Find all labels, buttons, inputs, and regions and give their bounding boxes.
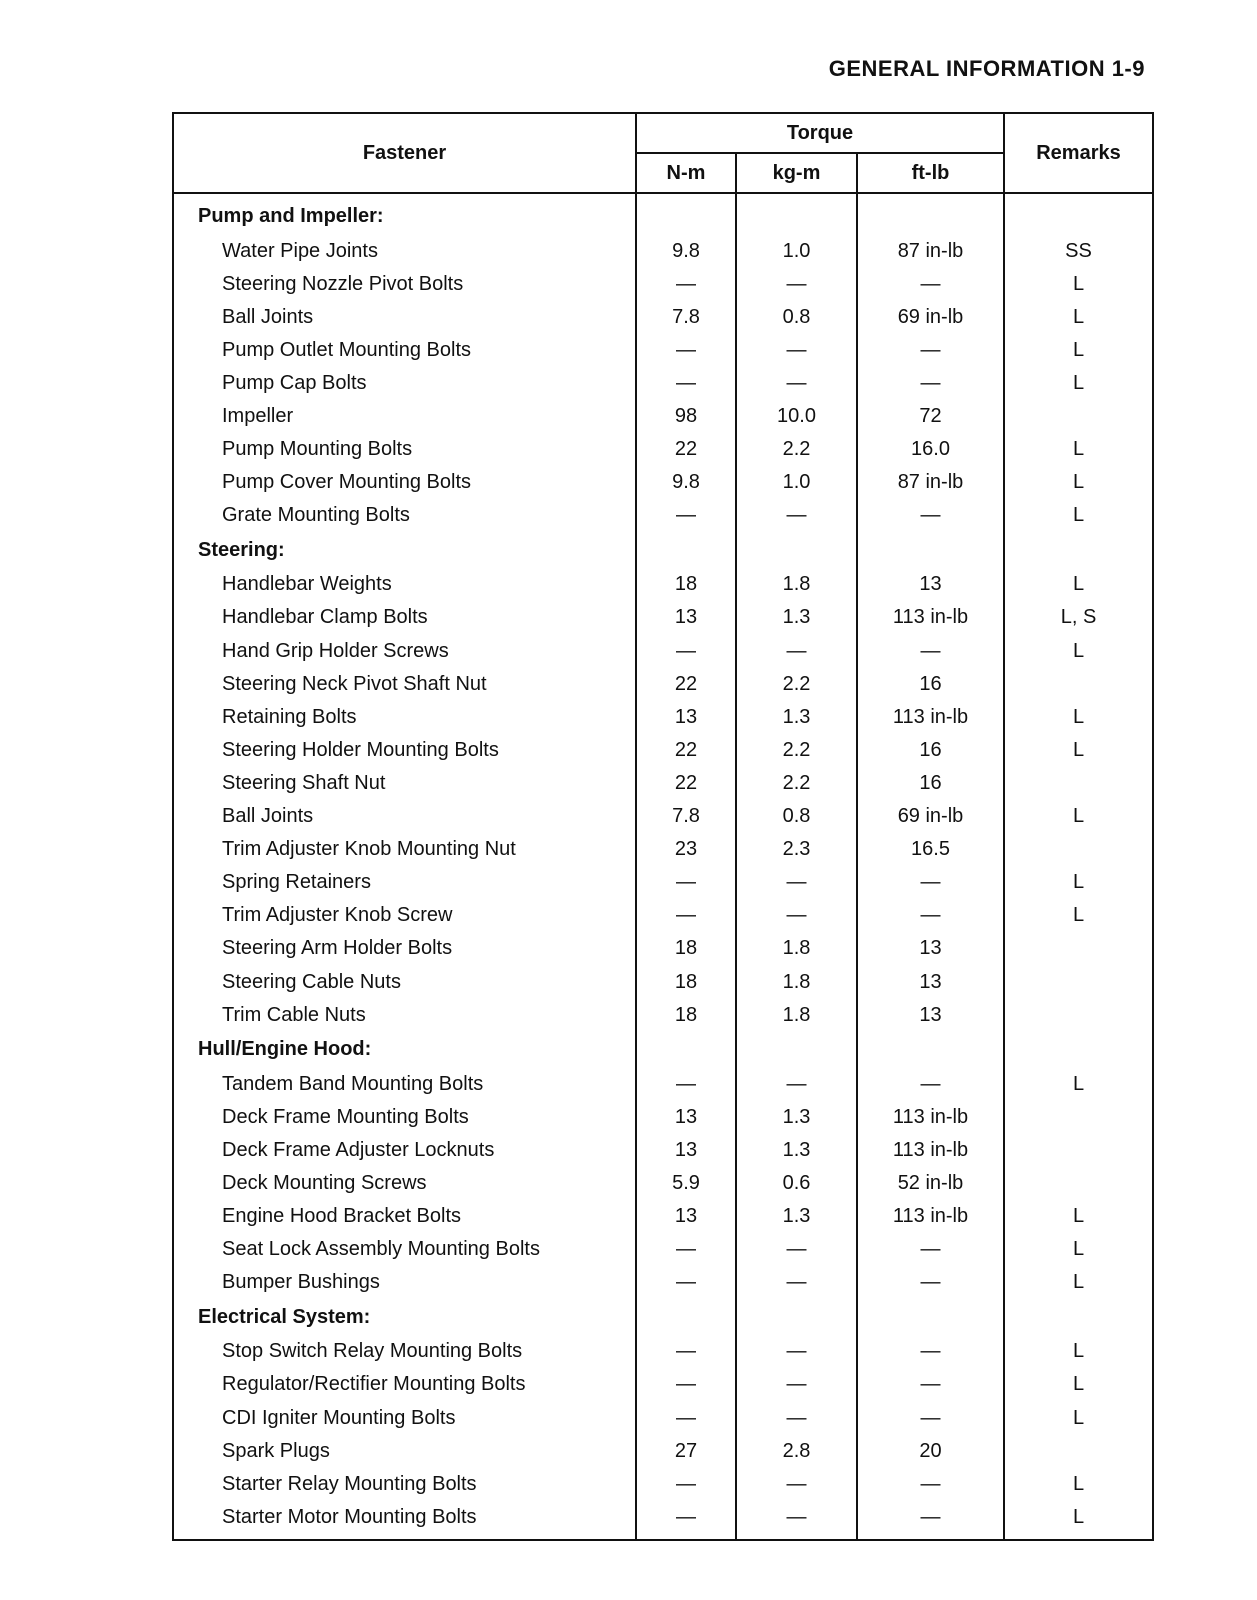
value-nm: 13 bbox=[636, 1200, 736, 1233]
value-kgm: 1.0 bbox=[736, 466, 857, 499]
value-ftlb: — bbox=[857, 1233, 1004, 1266]
empty-cell bbox=[736, 532, 857, 568]
value-nm: 13 bbox=[636, 1100, 736, 1133]
fastener-name: Steering Cable Nuts bbox=[173, 965, 636, 998]
value-nm: — bbox=[636, 1401, 736, 1434]
table-row bbox=[173, 1335, 1153, 1368]
fastener-name: Engine Hood Bracket Bolts bbox=[173, 1200, 636, 1233]
fastener-name: Deck Mounting Screws bbox=[173, 1166, 636, 1199]
value-kgm: 2.3 bbox=[736, 833, 857, 866]
value-remarks bbox=[1004, 932, 1153, 965]
table-row bbox=[173, 700, 1153, 733]
value-ftlb: 13 bbox=[857, 998, 1004, 1031]
value-remarks: L bbox=[1004, 1401, 1153, 1434]
value-remarks: L bbox=[1004, 366, 1153, 399]
value-remarks: L bbox=[1004, 1200, 1153, 1233]
value-ftlb: 20 bbox=[857, 1434, 1004, 1467]
value-ftlb: 52 in-lb bbox=[857, 1166, 1004, 1199]
value-remarks: L bbox=[1004, 1266, 1153, 1299]
fastener-name: Steering Holder Mounting Bolts bbox=[173, 733, 636, 766]
section-row bbox=[173, 193, 1153, 234]
value-ftlb: — bbox=[857, 1401, 1004, 1434]
value-ftlb: — bbox=[857, 1368, 1004, 1401]
value-kgm: — bbox=[736, 366, 857, 399]
value-remarks: L bbox=[1004, 300, 1153, 333]
section-row bbox=[173, 1299, 1153, 1335]
section-row bbox=[173, 1031, 1153, 1067]
table-row bbox=[173, 1233, 1153, 1266]
table-row bbox=[173, 1467, 1153, 1500]
value-kgm: — bbox=[736, 899, 857, 932]
value-nm: — bbox=[636, 1368, 736, 1401]
value-nm: 22 bbox=[636, 766, 736, 799]
section-title: Hull/Engine Hood: bbox=[173, 1031, 636, 1067]
value-nm: — bbox=[636, 866, 736, 899]
fastener-name: Ball Joints bbox=[173, 300, 636, 333]
value-kgm: — bbox=[736, 1233, 857, 1266]
value-kgm: — bbox=[736, 499, 857, 532]
value-ftlb: 113 in-lb bbox=[857, 1133, 1004, 1166]
fastener-name: Spring Retainers bbox=[173, 866, 636, 899]
empty-cell bbox=[736, 1299, 857, 1335]
value-nm: 98 bbox=[636, 399, 736, 432]
fastener-name: Trim Adjuster Knob Screw bbox=[173, 899, 636, 932]
fastener-name: Trim Cable Nuts bbox=[173, 998, 636, 1031]
value-remarks bbox=[1004, 1434, 1153, 1467]
fastener-name: Starter Relay Mounting Bolts bbox=[173, 1467, 636, 1500]
value-remarks bbox=[1004, 667, 1153, 700]
fastener-name: CDI Igniter Mounting Bolts bbox=[173, 1401, 636, 1434]
value-remarks: L bbox=[1004, 568, 1153, 601]
value-remarks: L bbox=[1004, 800, 1153, 833]
value-nm: 18 bbox=[636, 932, 736, 965]
fastener-name: Bumper Bushings bbox=[173, 1266, 636, 1299]
fastener-name: Deck Frame Adjuster Locknuts bbox=[173, 1133, 636, 1166]
value-nm: 23 bbox=[636, 833, 736, 866]
value-kgm: — bbox=[736, 1401, 857, 1434]
table-row bbox=[173, 267, 1153, 300]
fastener-name: Deck Frame Mounting Bolts bbox=[173, 1100, 636, 1133]
value-kgm: 1.3 bbox=[736, 1100, 857, 1133]
table-row bbox=[173, 1266, 1153, 1299]
fastener-name: Pump Cap Bolts bbox=[173, 366, 636, 399]
fastener-name: Starter Motor Mounting Bolts bbox=[173, 1500, 636, 1540]
empty-cell bbox=[736, 1031, 857, 1067]
value-nm: 7.8 bbox=[636, 300, 736, 333]
value-kgm: — bbox=[736, 634, 857, 667]
table-row bbox=[173, 1434, 1153, 1467]
value-kgm: 2.2 bbox=[736, 433, 857, 466]
value-kgm: — bbox=[736, 267, 857, 300]
value-remarks: L bbox=[1004, 1500, 1153, 1540]
value-kgm: 0.8 bbox=[736, 300, 857, 333]
value-kgm: 0.6 bbox=[736, 1166, 857, 1199]
value-kgm: 2.2 bbox=[736, 733, 857, 766]
empty-cell bbox=[857, 1299, 1004, 1335]
fastener-name: Pump Cover Mounting Bolts bbox=[173, 466, 636, 499]
fastener-name: Steering Neck Pivot Shaft Nut bbox=[173, 667, 636, 700]
value-ftlb: 13 bbox=[857, 932, 1004, 965]
table-row bbox=[173, 998, 1153, 1031]
table-body bbox=[173, 193, 1153, 1540]
value-ftlb: — bbox=[857, 267, 1004, 300]
value-kgm: — bbox=[736, 333, 857, 366]
value-ftlb: — bbox=[857, 1335, 1004, 1368]
empty-cell bbox=[857, 532, 1004, 568]
value-ftlb: 72 bbox=[857, 399, 1004, 432]
value-nm: 7.8 bbox=[636, 800, 736, 833]
fastener-name: Seat Lock Assembly Mounting Bolts bbox=[173, 1233, 636, 1266]
fastener-name: Pump Mounting Bolts bbox=[173, 433, 636, 466]
value-ftlb: 16.5 bbox=[857, 833, 1004, 866]
value-kgm: 1.8 bbox=[736, 965, 857, 998]
value-remarks bbox=[1004, 965, 1153, 998]
value-kgm: — bbox=[736, 1335, 857, 1368]
table-row bbox=[173, 866, 1153, 899]
table-row bbox=[173, 499, 1153, 532]
fastener-name: Spark Plugs bbox=[173, 1434, 636, 1467]
value-nm: — bbox=[636, 333, 736, 366]
value-remarks: L bbox=[1004, 433, 1153, 466]
value-ftlb: 13 bbox=[857, 568, 1004, 601]
fastener-name: Retaining Bolts bbox=[173, 700, 636, 733]
value-nm: — bbox=[636, 1335, 736, 1368]
header-remarks: Remarks bbox=[1004, 113, 1153, 193]
value-nm: 13 bbox=[636, 700, 736, 733]
value-ftlb: 69 in-lb bbox=[857, 300, 1004, 333]
header-nm: N-m bbox=[636, 153, 736, 193]
fastener-name: Tandem Band Mounting Bolts bbox=[173, 1067, 636, 1100]
value-kgm: 1.3 bbox=[736, 700, 857, 733]
value-nm: — bbox=[636, 366, 736, 399]
table-row bbox=[173, 733, 1153, 766]
value-remarks: L bbox=[1004, 267, 1153, 300]
value-ftlb: — bbox=[857, 333, 1004, 366]
fastener-name: Stop Switch Relay Mounting Bolts bbox=[173, 1335, 636, 1368]
torque-table bbox=[172, 112, 1154, 1541]
value-remarks: L bbox=[1004, 733, 1153, 766]
value-kgm: — bbox=[736, 1500, 857, 1540]
table-row bbox=[173, 800, 1153, 833]
value-kgm: 1.0 bbox=[736, 234, 857, 267]
value-remarks: L bbox=[1004, 634, 1153, 667]
header-kgm: kg-m bbox=[736, 153, 857, 193]
value-remarks bbox=[1004, 399, 1153, 432]
value-remarks: L bbox=[1004, 866, 1153, 899]
value-nm: 9.8 bbox=[636, 466, 736, 499]
table-row bbox=[173, 568, 1153, 601]
table-row bbox=[173, 634, 1153, 667]
empty-cell bbox=[636, 532, 736, 568]
value-nm: 5.9 bbox=[636, 1166, 736, 1199]
table-row bbox=[173, 667, 1153, 700]
table-row bbox=[173, 1166, 1153, 1199]
value-ftlb: 87 in-lb bbox=[857, 466, 1004, 499]
value-remarks bbox=[1004, 833, 1153, 866]
fastener-name: Ball Joints bbox=[173, 800, 636, 833]
value-remarks: L bbox=[1004, 899, 1153, 932]
header-fastener: Fastener bbox=[173, 113, 636, 193]
value-remarks bbox=[1004, 998, 1153, 1031]
empty-cell bbox=[636, 193, 736, 234]
table-row bbox=[173, 1401, 1153, 1434]
value-remarks: SS bbox=[1004, 234, 1153, 267]
value-nm: — bbox=[636, 1500, 736, 1540]
fastener-name: Regulator/Rectifier Mounting Bolts bbox=[173, 1368, 636, 1401]
value-ftlb: 69 in-lb bbox=[857, 800, 1004, 833]
value-remarks: L bbox=[1004, 700, 1153, 733]
value-ftlb: — bbox=[857, 899, 1004, 932]
section-title: Steering: bbox=[173, 532, 636, 568]
table-row bbox=[173, 1100, 1153, 1133]
value-remarks bbox=[1004, 1133, 1153, 1166]
value-ftlb: 16 bbox=[857, 766, 1004, 799]
empty-cell bbox=[736, 193, 857, 234]
value-nm: — bbox=[636, 1233, 736, 1266]
empty-cell bbox=[1004, 532, 1153, 568]
fastener-name: Trim Adjuster Knob Mounting Nut bbox=[173, 833, 636, 866]
value-nm: — bbox=[636, 1067, 736, 1100]
value-remarks: L, S bbox=[1004, 601, 1153, 634]
value-ftlb: 113 in-lb bbox=[857, 1100, 1004, 1133]
fastener-name: Handlebar Clamp Bolts bbox=[173, 601, 636, 634]
value-nm: — bbox=[636, 899, 736, 932]
value-ftlb: 113 in-lb bbox=[857, 700, 1004, 733]
value-ftlb: 16 bbox=[857, 733, 1004, 766]
value-nm: 18 bbox=[636, 568, 736, 601]
table-row bbox=[173, 766, 1153, 799]
table-row bbox=[173, 899, 1153, 932]
value-kgm: — bbox=[736, 1368, 857, 1401]
value-remarks: L bbox=[1004, 1067, 1153, 1100]
empty-cell bbox=[1004, 1031, 1153, 1067]
fastener-name: Hand Grip Holder Screws bbox=[173, 634, 636, 667]
value-ftlb: 113 in-lb bbox=[857, 601, 1004, 634]
value-kgm: — bbox=[736, 866, 857, 899]
value-ftlb: 16.0 bbox=[857, 433, 1004, 466]
value-ftlb: 16 bbox=[857, 667, 1004, 700]
value-remarks: L bbox=[1004, 499, 1153, 532]
section-row bbox=[173, 532, 1153, 568]
value-nm: 13 bbox=[636, 1133, 736, 1166]
fastener-name: Steering Nozzle Pivot Bolts bbox=[173, 267, 636, 300]
value-nm: — bbox=[636, 1467, 736, 1500]
value-nm: 18 bbox=[636, 998, 736, 1031]
value-ftlb: — bbox=[857, 1500, 1004, 1540]
value-remarks bbox=[1004, 1166, 1153, 1199]
table-row bbox=[173, 932, 1153, 965]
table-row bbox=[173, 965, 1153, 998]
table-row bbox=[173, 1067, 1153, 1100]
value-nm: — bbox=[636, 634, 736, 667]
value-ftlb: — bbox=[857, 1067, 1004, 1100]
value-remarks: L bbox=[1004, 466, 1153, 499]
value-nm: — bbox=[636, 499, 736, 532]
value-ftlb: — bbox=[857, 499, 1004, 532]
value-kgm: 1.3 bbox=[736, 1200, 857, 1233]
value-kgm: 2.2 bbox=[736, 766, 857, 799]
table-row bbox=[173, 1200, 1153, 1233]
value-ftlb: — bbox=[857, 866, 1004, 899]
value-ftlb: — bbox=[857, 1266, 1004, 1299]
value-ftlb: — bbox=[857, 1467, 1004, 1500]
value-kgm: 1.8 bbox=[736, 568, 857, 601]
table-row bbox=[173, 399, 1153, 432]
value-remarks bbox=[1004, 1100, 1153, 1133]
empty-cell bbox=[636, 1031, 736, 1067]
table-row bbox=[173, 234, 1153, 267]
value-nm: — bbox=[636, 1266, 736, 1299]
value-kgm: 0.8 bbox=[736, 800, 857, 833]
page-title: GENERAL INFORMATION 1-9 bbox=[828, 56, 1145, 81]
value-remarks: L bbox=[1004, 333, 1153, 366]
value-nm: 18 bbox=[636, 965, 736, 998]
value-remarks: L bbox=[1004, 1335, 1153, 1368]
table-row bbox=[173, 433, 1153, 466]
value-ftlb: 87 in-lb bbox=[857, 234, 1004, 267]
table-row bbox=[173, 333, 1153, 366]
fastener-name: Steering Arm Holder Bolts bbox=[173, 932, 636, 965]
value-kgm: 10.0 bbox=[736, 399, 857, 432]
fastener-name: Pump Outlet Mounting Bolts bbox=[173, 333, 636, 366]
table-row bbox=[173, 1368, 1153, 1401]
value-ftlb: — bbox=[857, 366, 1004, 399]
value-remarks: L bbox=[1004, 1233, 1153, 1266]
value-kgm: 1.3 bbox=[736, 1133, 857, 1166]
fastener-name: Water Pipe Joints bbox=[173, 234, 636, 267]
value-nm: 22 bbox=[636, 667, 736, 700]
value-kgm: 1.3 bbox=[736, 601, 857, 634]
value-kgm: 2.2 bbox=[736, 667, 857, 700]
table-row bbox=[173, 366, 1153, 399]
fastener-name: Grate Mounting Bolts bbox=[173, 499, 636, 532]
value-kgm: 1.8 bbox=[736, 932, 857, 965]
header-ftlb: ft-lb bbox=[857, 153, 1004, 193]
table-row bbox=[173, 833, 1153, 866]
value-nm: 27 bbox=[636, 1434, 736, 1467]
value-nm: 22 bbox=[636, 733, 736, 766]
value-nm: — bbox=[636, 267, 736, 300]
empty-cell bbox=[1004, 1299, 1153, 1335]
table-row bbox=[173, 601, 1153, 634]
value-ftlb: 13 bbox=[857, 965, 1004, 998]
value-remarks: L bbox=[1004, 1368, 1153, 1401]
value-kgm: 1.8 bbox=[736, 998, 857, 1031]
empty-cell bbox=[857, 1031, 1004, 1067]
fastener-name: Impeller bbox=[173, 399, 636, 432]
value-remarks: L bbox=[1004, 1467, 1153, 1500]
empty-cell bbox=[857, 193, 1004, 234]
value-kgm: — bbox=[736, 1266, 857, 1299]
empty-cell bbox=[1004, 193, 1153, 234]
value-kgm: — bbox=[736, 1067, 857, 1100]
value-kgm: — bbox=[736, 1467, 857, 1500]
header-torque: Torque bbox=[636, 113, 1004, 153]
value-remarks bbox=[1004, 766, 1153, 799]
table-row bbox=[173, 1133, 1153, 1166]
value-ftlb: 113 in-lb bbox=[857, 1200, 1004, 1233]
empty-cell bbox=[636, 1299, 736, 1335]
section-title: Pump and Impeller: bbox=[173, 193, 636, 234]
fastener-name: Steering Shaft Nut bbox=[173, 766, 636, 799]
table-row bbox=[173, 466, 1153, 499]
section-title: Electrical System: bbox=[173, 1299, 636, 1335]
value-kgm: 2.8 bbox=[736, 1434, 857, 1467]
fastener-name: Handlebar Weights bbox=[173, 568, 636, 601]
table-row bbox=[173, 1500, 1153, 1540]
value-nm: 13 bbox=[636, 601, 736, 634]
table-row bbox=[173, 300, 1153, 333]
value-nm: 9.8 bbox=[636, 234, 736, 267]
value-ftlb: — bbox=[857, 634, 1004, 667]
value-nm: 22 bbox=[636, 433, 736, 466]
